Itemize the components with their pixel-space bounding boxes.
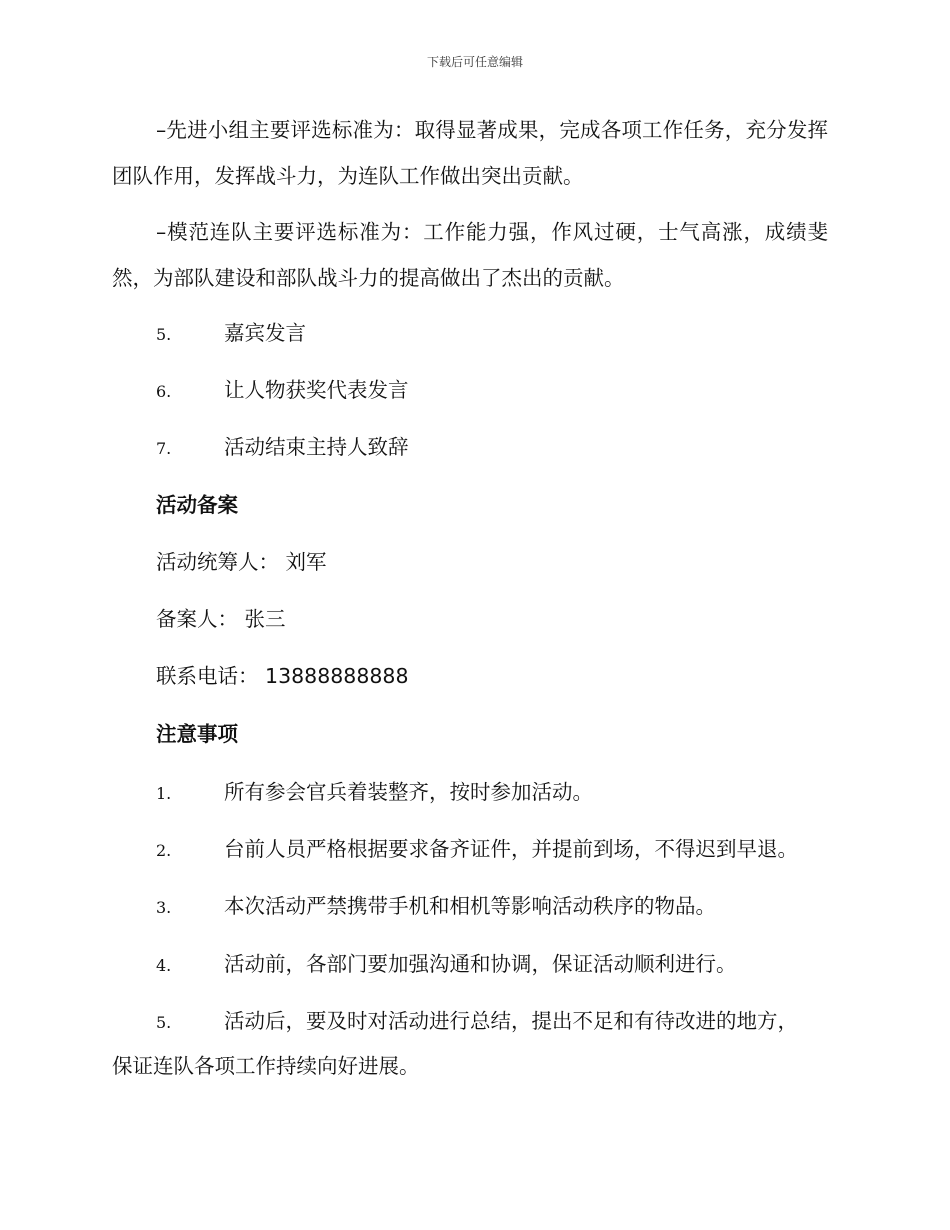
- note-item-text: 所有参会官兵着装整齐，按时参加活动。: [224, 780, 593, 804]
- note-item-continuation: 保证连队各项工作持续向好进展。: [112, 1054, 420, 1078]
- note-item-number: 3.: [156, 898, 172, 917]
- phone-number: 13888888888: [265, 664, 409, 688]
- note-item-number: 2.: [156, 841, 172, 860]
- note-item-text: 台前人员严格根据要求备齐证件，并提前到场，不得迟到早退。: [224, 837, 798, 861]
- agenda-item-number: 6.: [156, 382, 172, 401]
- agenda-item-text: 让人物获奖代表发言: [224, 378, 409, 402]
- agenda-item-text: 活动结束主持人致辞: [224, 435, 409, 459]
- notes-heading: 注意事项: [156, 722, 238, 746]
- agenda-item-number: 5.: [156, 325, 172, 344]
- registrar-line: 备案人： 张三: [156, 607, 286, 631]
- phone-label: 联系电话：: [156, 664, 266, 688]
- note-item-number: 1.: [156, 784, 172, 803]
- agenda-item-number: 7.: [156, 439, 172, 458]
- criteria-paragraph-company: –模范连队主要评选标准为：工作能力强，作风过硬，士气高涨，成绩斐然，为部队建设和部队战斗力的提高做出了杰出的贡献。: [112, 220, 828, 290]
- page-header: 下载后可任意编辑: [426, 55, 523, 69]
- criteria-paragraph-group: –先进小组主要评选标准为：取得显著成果，完成各项工作任务，充分发挥团队作用，发挥战斗力，为连队工作做出突出贡献。: [112, 118, 828, 188]
- agenda-item-text: 嘉宾发言: [224, 321, 306, 345]
- note-item-text: 活动前，各部门要加强沟通和协调，保证活动顺利进行。: [224, 952, 737, 976]
- phone-line: [156, 661, 409, 691]
- note-item-number: 5.: [156, 1013, 172, 1032]
- note-item-number: 4.: [156, 956, 172, 975]
- note-item-text: 本次活动严禁携带手机和相机等影响活动秩序的物品。: [224, 894, 716, 918]
- note-item-text: 活动后，要及时对活动进行总结，提出不足和有待改进的地方，: [224, 1009, 798, 1033]
- coordinator-line: 活动统筹人： 刘军: [156, 550, 327, 574]
- record-heading: 活动备案: [156, 493, 238, 517]
